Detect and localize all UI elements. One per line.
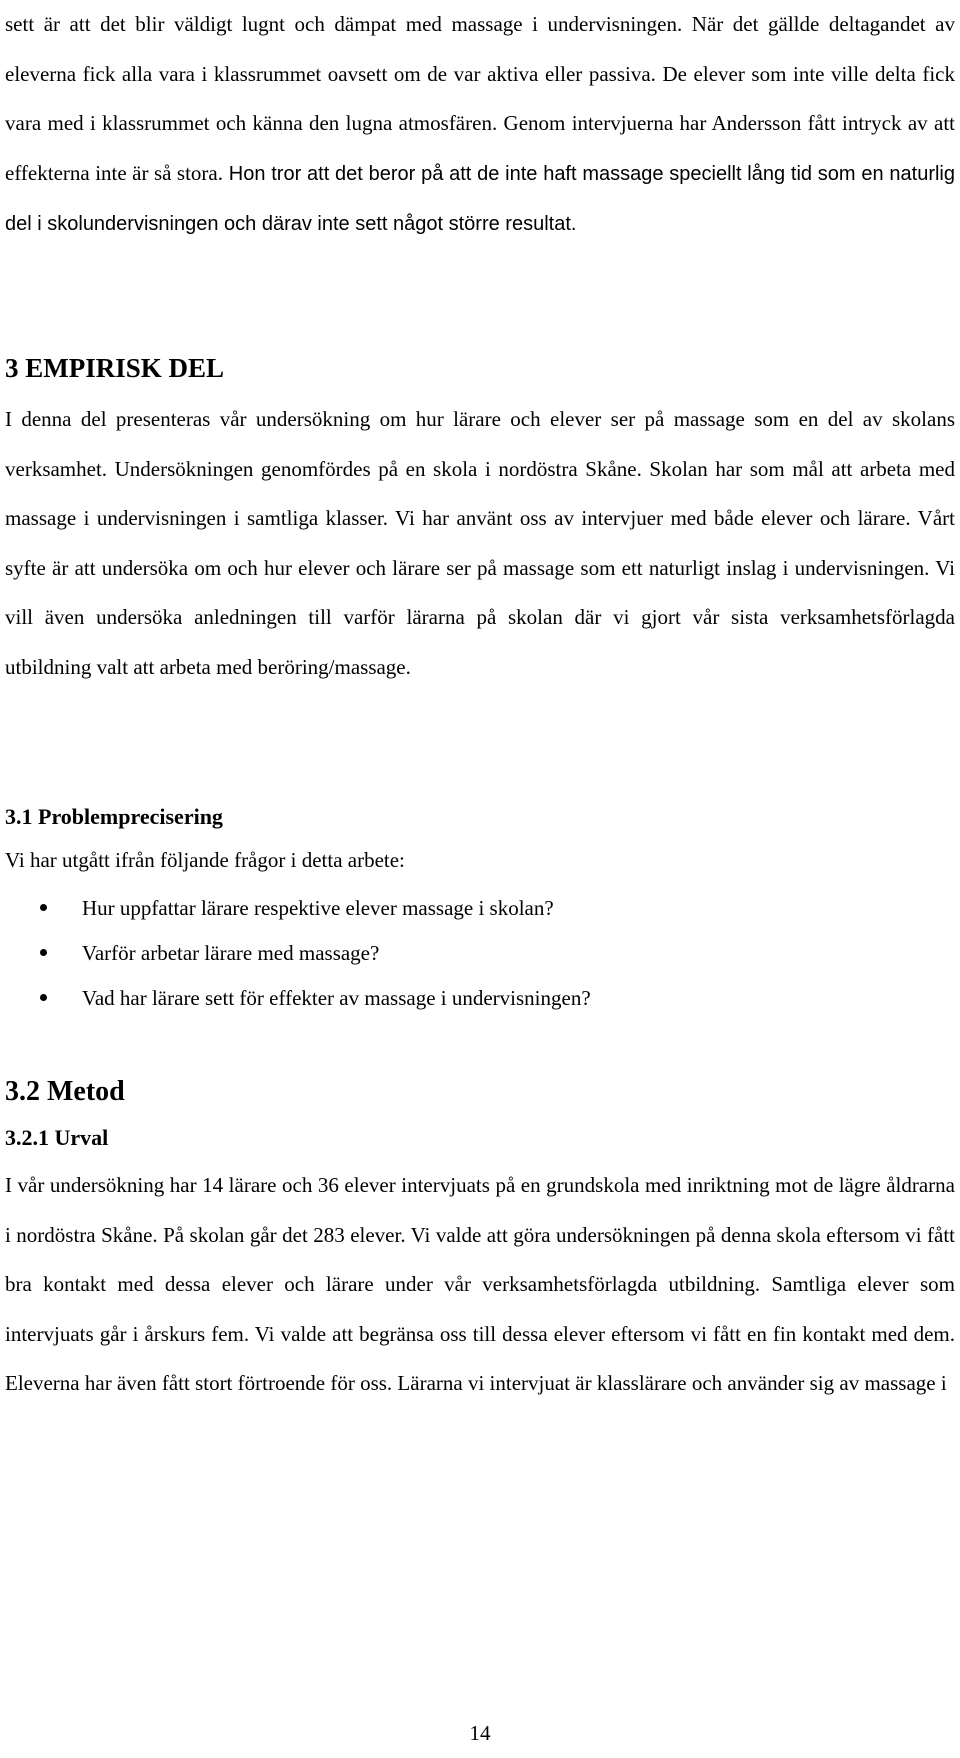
section-3-heading: 3 EMPIRISK DEL [5,353,225,383]
questions-intro: Vi har utgått ifrån följande frågor i detta arbete: [5,848,405,872]
intro-paragraph [5,0,955,250]
intro-paragraph-sans: Hon tror att det beror på att de inte haft massage speciellt lång tid som en naturlig del i skolundervisningen och därav inte sett något större resultat. [5,162,955,235]
section-3-2-heading: 3.2 Metod [5,1076,125,1107]
question-list [0,893,960,1028]
section-3-1-heading: 3.1 Problemprecisering [5,804,223,829]
bullet-icon [40,994,47,1001]
bullet-icon [40,904,47,911]
section-3-2-1-heading: 3.2.1 Urval [5,1125,109,1150]
question-item [0,893,960,938]
section-3-2-1-paragraph: I vår undersökning har 14 lärare och 36 elever intervjuats på en grundskola med inriktning mot de lägre åldrarna i nordöstra Skåne. På skolan går det 283 elever. Vi valde att göra undersökningen på denna skola eftersom vi fått bra kontakt med dessa elever och lärare under vår verksamhetsförlagda utbildning. Samtliga elever som intervjuats går i årskurs fem. Vi valde att begränsa oss till dessa elever eftersom vi fått en fin kontakt med dem. Eleverna har även fått stort förtroende för oss. Lärarna vi intervjuat är klasslärare och använder sig av massage i [5,1173,955,1395]
question-text: Hur uppfattar lärare respektive elever massage i skolan? [82,896,554,920]
question-item [0,983,960,1028]
question-text: Vad har lärare sett för effekter av massage i undervisningen? [82,986,591,1010]
question-text: Varför arbetar lärare med massage? [82,941,380,965]
bullet-icon [40,949,47,956]
section-3-paragraph: I denna del presenteras vår undersökning om hur lärare och elever ser på massage som en del av skolans verksamhet. Undersökningen genomfördes på en skola i nordöstra Skåne. Skolan har som mål att arbeta med massage i undervisningen i samtliga klasser. Vi har använt oss av intervjuer med både elever och lärare. Vårt syfte är att undersöka om och hur elever och lärare ser på massage som ett naturligt inslag i undervisningen. Vi vill även undersöka anledningen till varför lärarna på skolan där vi gjort vår sista verksamhetsförlagda utbildning valt att arbeta med beröring/massage. [5,407,955,679]
page-number: 14 [469,1721,491,1745]
question-item [0,938,960,983]
intro-paragraph-serif: sett är att det blir väldigt lugnt och dämpat med massage i undervisningen. När det gällde deltagandet av eleverna fick alla vara i klassrummet oavsett om de var aktiva eller passiva. De elever som inte ville delta fick vara med i klassrummet och känna den lugna atmosfären. Genom intervjuerna har Andersson fått intryck av att effekterna inte är så stora. [5,12,955,185]
